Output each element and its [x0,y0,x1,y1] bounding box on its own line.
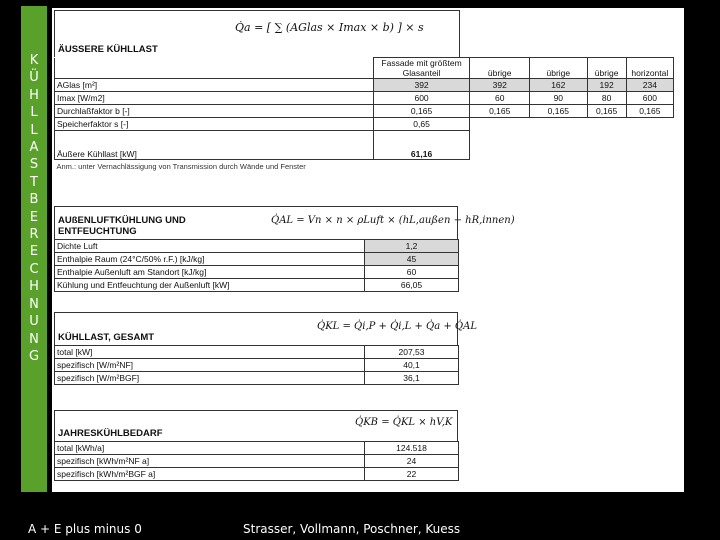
table-row [55,346,459,359]
annual-demand-formula: Q̇KB = Q̇KL × hV,K [355,417,453,428]
table-row [55,279,459,292]
sidebar [21,6,47,492]
row-label: Dichte Luft [55,240,365,253]
row-label: Kühlung und Entfeuchtung der Außenluft [kW] [55,279,365,292]
vertical-letter: N [29,296,39,312]
cell-value: 60 [365,266,459,279]
cell-value: 207,53 [365,346,459,359]
table-row [55,253,459,266]
vertical-letter: L [30,122,38,138]
cell-value: 1,2 [365,240,459,253]
cell-value: 66,05 [365,279,459,292]
vertical-letter: H [29,279,39,295]
vertical-letter: E [29,209,39,225]
outdoor-air-title: AUßENLUFTKÜHLUNG UND ENTFEUCHTUNG [58,215,186,237]
table-row [55,266,459,279]
annual-demand-header [54,410,458,441]
cell-value: 192 [587,79,626,92]
vertical-letter: U [29,314,39,330]
col-header-4: horizontal [626,58,673,79]
outdoor-air-formula: Q̇AL = Vn × n × ρLuft × (hL,außen − hR,innen) [271,215,515,226]
total-load-table [54,312,477,385]
vertical-letter: H [29,87,39,103]
cell-value: 600 [373,92,470,105]
vertical-letter: B [29,192,39,208]
table-row [55,105,674,118]
vertical-letter: L [30,105,38,121]
spreadsheet [52,8,684,492]
annual-demand-table [54,410,458,481]
external-load-header [54,10,460,57]
cell-value: 0,165 [530,105,588,118]
vertical-letter: G [28,348,40,364]
row-label: total [kW] [55,346,365,359]
cell-value: 600 [626,92,673,105]
row-label: spezifisch [kWh/m²NF a] [55,455,365,468]
cell-value: 24 [365,455,459,468]
row-label: spezifisch [kWh/m²BGF a] [55,468,365,481]
row-label: spezifisch [W/m²NF] [55,359,365,372]
vertical-letter: T [30,174,38,190]
table-row [55,118,674,131]
cell-value: 392 [373,79,470,92]
cell-value: 0,165 [373,105,470,118]
row-label: Durchlaßfaktor b [-] [55,105,374,118]
cell-value: 162 [530,79,588,92]
vertical-letter: S [29,157,39,173]
vertical-letter: E [29,244,39,260]
total-load-header [54,312,477,345]
external-load-title: ÄUSSERE KÜHLLAST [58,44,158,55]
row-label: total [kWh/a] [55,442,365,455]
row-label: Enthalpie Raum (24°C/50% r.F.) [kJ/kg] [55,253,365,266]
cell-value: 45 [365,253,459,266]
result-row [55,131,674,160]
cell-value: 0,165 [587,105,626,118]
cell-value: 90 [530,92,588,105]
total-load-title: KÜHLLAST, GESAMT [58,332,155,343]
cell-value: 234 [626,79,673,92]
vertical-letter: N [29,331,39,347]
col-header-2: übrige [530,58,588,79]
outdoor-air-table [54,206,515,292]
table-row [55,359,459,372]
result-label: Äußere Kühllast [kW] [55,131,374,160]
col-header-1: übrige [470,58,530,79]
vertical-letter: A [29,140,39,156]
row-label: AGlas [m²] [55,79,374,92]
col-header-3: übrige [587,58,626,79]
total-load-formula: Q̇KL = Q̇i,P + Q̇i,L + Q̇a + Q̇AL [317,321,477,332]
table-row [55,92,674,105]
col-header-0: Fassade mit größtem Glasanteil [373,58,470,79]
table-row [55,372,459,385]
note-text: Anm.: unter Vernachlässigung von Transmission durch Wände und Fenster [56,161,306,171]
vertical-letter: Ü [29,70,39,86]
cell-value: 124.518 [365,442,459,455]
column-header-row [55,58,674,79]
vertical-letter: R [29,227,39,243]
cell-value: 80 [587,92,626,105]
row-label: Speicherfaktor s [-] [55,118,374,131]
cell-value: 40,1 [365,359,459,372]
note-row [55,160,674,173]
cell-value: 392 [470,79,530,92]
vertical-letter: C [29,261,39,277]
row-label: Enthalpie Außenluft am Standort [kJ/kg] [55,266,365,279]
table-row [55,455,459,468]
vertical-title [21,52,47,365]
footer-right: Strasser, Vollmann, Poschner, Kuess [243,522,461,536]
cell-value: 22 [365,468,459,481]
table-row [55,468,459,481]
row-label: spezifisch [W/m²BGF] [55,372,365,385]
external-load-table [54,10,674,172]
footer-left: A + E plus minus 0 [28,522,142,536]
cell-value: 60 [470,92,530,105]
cell-value: 0,165 [626,105,673,118]
external-load-formula: Q̇a = [ ∑ (AGlas × Imax × b) ] × s [235,21,424,34]
cell-value: 0,65 [373,118,470,131]
table-row [55,240,459,253]
annual-demand-title: JAHRESKÜHLBEDARF [58,428,163,439]
result-value: 61,16 [373,131,470,160]
cell-value: 36,1 [365,372,459,385]
row-label: Imax [W/m2] [55,92,374,105]
outdoor-air-header [54,206,515,239]
vertical-letter: K [29,53,39,68]
cell-value: 0,165 [470,105,530,118]
table-row [55,442,459,455]
table-row [55,79,674,92]
